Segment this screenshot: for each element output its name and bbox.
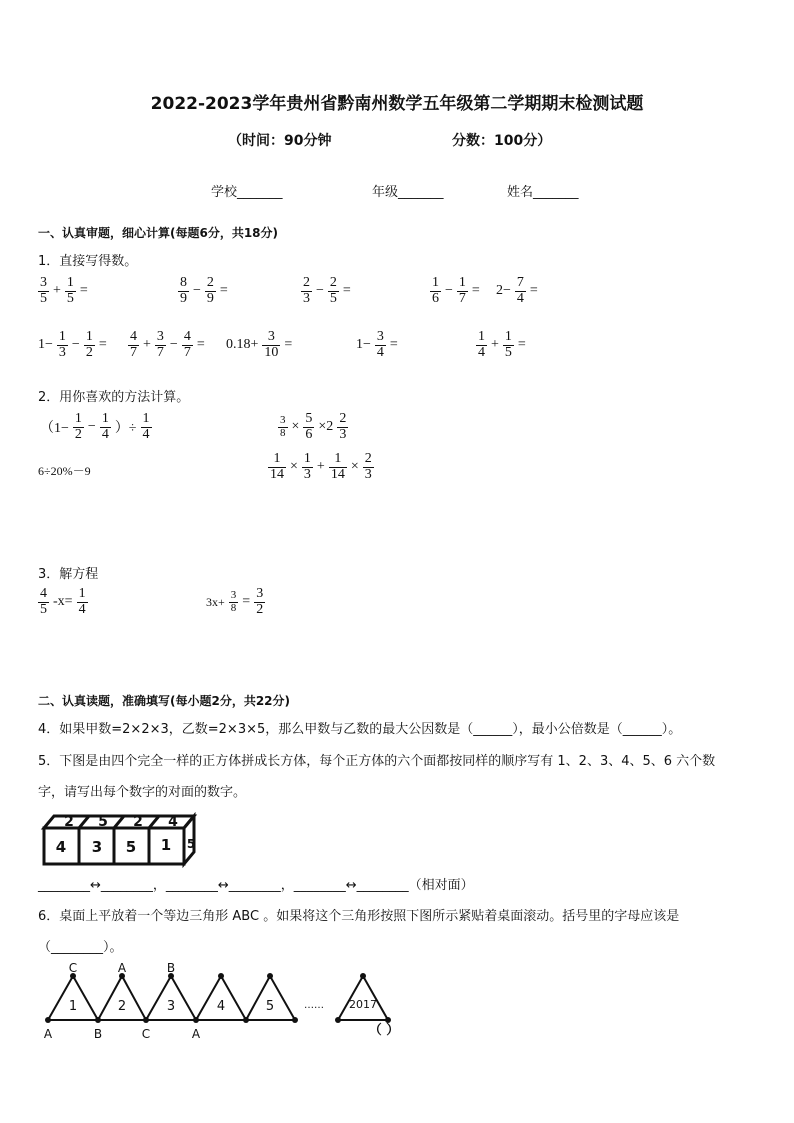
cube-front-1: 4 xyxy=(55,838,67,856)
name-field: 姓名_______ xyxy=(507,185,579,200)
grade-field: 年级_______ xyxy=(372,185,444,200)
tri-number-2: 2 xyxy=(117,999,127,1014)
calc-5: 2− $\frac{7}{4}$ = xyxy=(496,275,538,306)
question-2: 2．用你喜欢的方法计算。 xyxy=(38,390,190,405)
tri-number-2017: 2017 xyxy=(349,998,377,1011)
cube-top-1: 2 xyxy=(64,814,74,830)
rolling-triangle-figure xyxy=(38,960,418,1044)
tri-top-label-3: B xyxy=(166,961,176,975)
calc-1: $\frac{3}{5}$ + $\frac{1}{5}$ = xyxy=(40,275,88,306)
calc-expr-4: $\frac{1}{14}$ × $\frac{1}{3}$ + $\frac{1}{14}$ × $\frac{2}{3}$ xyxy=(270,451,372,482)
cube-figure xyxy=(40,810,210,870)
tri-bottom-label-1: A xyxy=(43,1027,53,1041)
calc-2: $\frac{8}{9}$ − $\frac{2}{9}$ = xyxy=(180,275,228,306)
cube-front-4: 1 xyxy=(160,836,172,854)
tri-number-4: 4 xyxy=(216,999,226,1014)
calc-expr-1: （1− $\frac{1}{2}$ − $\frac{1}{4}$ ）÷ $\frac{1}{4}$ xyxy=(40,411,150,442)
question-5-blanks: ________↔________，________↔________，________↔________（相对面） xyxy=(38,878,474,893)
question-5-line-1: 5．下图是由四个完全一样的正方体拼成长方体，每个正方体的六个面都按同样的顺序写有 1、2、3、4、5、6 六个数 xyxy=(38,754,716,769)
calc-expr-2: $\frac{3}{8}$ × $\frac{5}{6}$ ×2 $\frac{2}{3}$ xyxy=(280,411,347,442)
calc-expr-3: 6÷20%－9 xyxy=(38,464,91,478)
school-field: 学校_______ xyxy=(211,185,283,200)
tri-number-5: 5 xyxy=(265,999,275,1014)
cube-top-4: 4 xyxy=(168,814,178,830)
calc-3: $\frac{2}{3}$ − $\frac{2}{5}$ = xyxy=(303,275,351,306)
cube-top-2: 5 xyxy=(98,814,108,830)
calc-4: $\frac{1}{6}$ − $\frac{1}{7}$ = xyxy=(432,275,480,306)
tri-bottom-label-4: A xyxy=(191,1027,201,1041)
cube-front-3: 5 xyxy=(125,838,137,856)
exam-score: 分数：100分） xyxy=(452,133,552,149)
calc-7: $\frac{4}{7}$ + $\frac{3}{7}$ − $\frac{4}{7}$ = xyxy=(130,329,205,360)
section-1-heading: 一、认真审题，细心计算(每题6分，共18分) xyxy=(38,226,279,240)
cube-top-3: 2 xyxy=(133,814,143,830)
question-6-line-1: 6．桌面上平放着一个等边三角形 ABC 。如果将这个三角形按照下图所示紧贴着桌面滚动。括号里的字母应该是 xyxy=(38,909,680,924)
question-3: 3．解方程 xyxy=(38,567,99,582)
cube-side: 5 xyxy=(186,837,196,851)
tri-ellipsis: …… xyxy=(304,1000,324,1011)
section-2-heading: 二、认真读题，准确填写(每小题2分，共22分) xyxy=(38,694,291,708)
cube-front-2: 3 xyxy=(91,838,103,856)
tri-number-1: 1 xyxy=(68,999,78,1014)
tri-bottom-label-3: C xyxy=(141,1027,151,1041)
tri-bottom-label-2: B xyxy=(93,1027,103,1041)
question-5-line-2: 字，请写出每个数字的对面的数字。 xyxy=(38,785,247,800)
calc-9: 1− $\frac{3}{4}$ = xyxy=(356,329,398,360)
page-title: 2022-2023学年贵州省黔南州数学五年级第二学期期末检测试题 xyxy=(150,94,644,114)
question-1: 1．直接写得数。 xyxy=(38,254,138,269)
tri-number-3: 3 xyxy=(166,999,176,1014)
exam-time: （时间：90分钟 xyxy=(228,133,332,149)
tri-top-label-1: C xyxy=(68,961,78,975)
equation-1: $\frac{4}{5}$ -x= $\frac{1}{4}$ xyxy=(40,586,86,617)
equation-2: 3x+ $\frac{3}{8}$ = $\frac{3}{2}$ xyxy=(206,586,264,617)
question-6-line-2: （________）。 xyxy=(38,940,123,955)
question-4: 4．如果甲数=2×2×3，乙数=2×3×5，那么甲数与乙数的最大公因数是（______），最小公倍数是（______）。 xyxy=(38,722,682,737)
tri-answer-paren: （ ） xyxy=(368,1023,400,1038)
calc-8: 0.18+ $\frac{3}{10}$ = xyxy=(226,329,293,360)
tri-top-label-2: A xyxy=(117,961,127,975)
calc-10: $\frac{1}{4}$ + $\frac{1}{5}$ = xyxy=(478,329,526,360)
calc-6: 1− $\frac{1}{3}$ − $\frac{1}{2}$ = xyxy=(38,329,107,360)
